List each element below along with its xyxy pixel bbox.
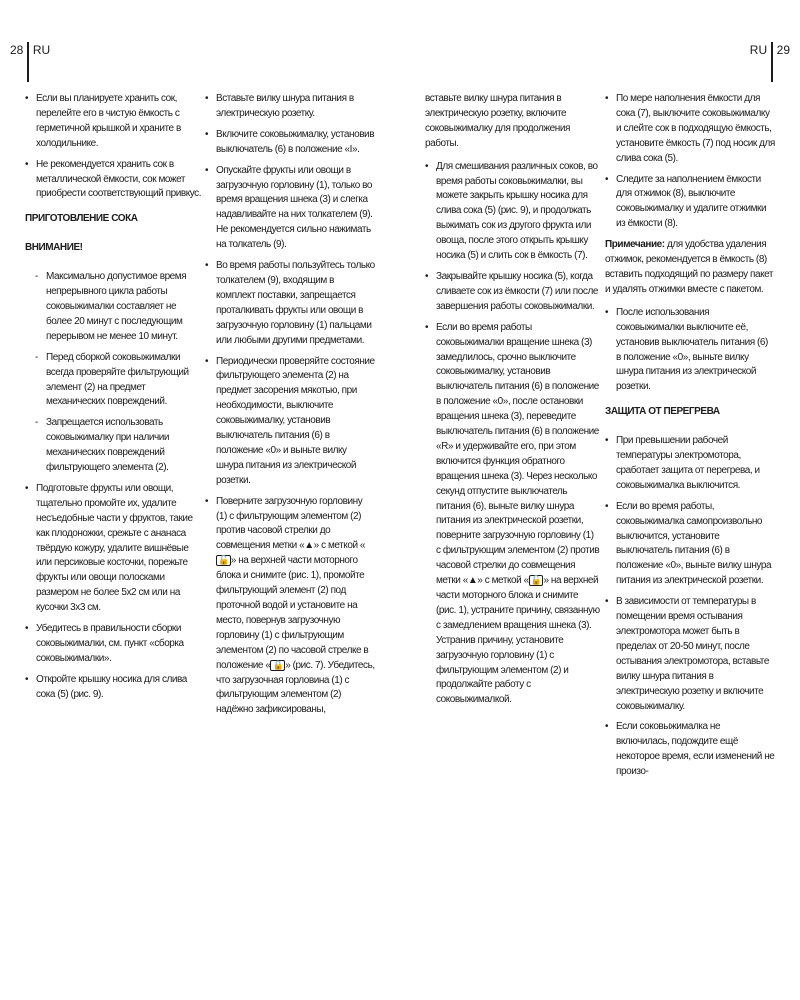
column-3 [425,92,600,714]
list-item: • При превышении рабочей температуры электромотора, сработает защита от перегрева, и соковыжималка выключится. [605,434,775,494]
list-item: • Вставьте вилку шнура питания в электрическую розетку. [205,92,375,122]
header-divider-right [771,42,773,82]
header-divider-left [27,42,29,82]
preparation-list [25,482,203,703]
arrow-mark-icon: ▲ [467,575,478,587]
storage-tips-list [25,92,203,202]
juice-tips-list [425,160,600,709]
list-item: • Откройте крышку носика для слива сока (5) (рис. 9). [25,673,203,703]
list-item: • Периодически проверяйте состояние фильтрующего элемента (2) на предмет засорения мякотью, при необходимости, выключите соковыжималку, установив выключатель питания (6) в положение «0» и выньте вилку шнура питания из электрической розетки. [205,355,375,489]
note-label: Примечание: [605,239,665,251]
left-page-header [10,30,50,70]
list-item: • Если соковыжималка не включилась, подождите ещё некоторое время, если изменений не произо- [605,720,775,780]
column-2 [205,92,375,724]
list-item: - Запрещается использовать соковыжималку при наличии механических повреждений фильтрующего элемента (2). [35,416,203,476]
warning-heading: ВНИМАНИЕ! [25,242,83,254]
list-item: • Для смешивания различных соков, во время работы соковыжималки, вы можете закрыть крышку носика для слива сока (5) (рис. 9), и продолжать выжимать сок из другого фрукта или овоща, после этого открыть крышку носика (5) и слить сок в ёмкость (7). [425,160,600,264]
list-item: • Опускайте фрукты или овощи в загрузочную горловину (1), только во время вращения шнека (3) и слегка надавливайте на них толкателем (9). Не рекомендуется сильно нажимать на толкатель (9). [205,164,375,253]
column-4 [605,92,775,786]
list-item: • Не рекомендуется хранить сок в металлической ёмкости, сок может приобрести соответствующий привкус. [25,158,203,203]
list-item: • По мере наполнения ёмкости для сока (7), выключите соковыжималку и слейте сок в подходящую ёмкость, установите ёмкость (7) под носик для слива сока (5). [605,92,775,167]
left-page-number: 28 [10,43,24,57]
list-item: • Следите за наполнением ёмкости для отжимок (8), выключите соковыжималку и удалите отжимки из ёмкости (8). [605,173,775,233]
list-item: • Включите соковыжималку, установив выключатель (6) в положение «I». [205,128,375,158]
column-1 [25,92,203,709]
lock-icon: 🔒 [272,659,284,670]
overheat-list [605,434,775,780]
section-heading-overheat: ЗАЩИТА ОТ ПЕРЕГРЕВА [605,406,720,418]
unlock-icon: 🔓 [218,555,229,566]
container-tips-list [605,92,775,232]
list-item: - Максимально допустимое время непрерывного цикла работы соковыжималки составляет не более 20 минут с последующим перерывом не менее 10 минут. [35,270,203,345]
continuation-paragraph: вставьте вилку шнура питания в электрическую розетку, включите соковыжималку для продолжения работы. [425,93,570,149]
operation-list [205,92,375,718]
list-item-reverse: • Если во время работы соковыжималки вращение шнека (3) замедлилось, срочно выключите соковыжималку, установив выключатель питания (6) в положение в положение «0», после остановки вращения шнека (3), переведите выключатель питания (6) в положение «R» и удерживайте его, при этом включится функция обратного вращения шнека (3). Через несколько секунд отпустите выключатель питания (6), выньте вилку шнура питания из электрической розетки, поверните загрузочную горловину (1) с фильтрующим элементом (2) против часовой стрелки до совмещения метки «▲» с меткой « 🔓 » на верхней части моторного блока и снимите (рис. 1), устраните причину, связанную с замедлением вращения шнека (3). Устранив причину, установите загрузочную горловину (1) с фильтрующим элементом (2) и продолжайте работу с соковыжималкой. [425,321,600,709]
list-item: • Если во время работы, соковыжималка самопроизвольно выключится, установите выключатель питания (6) в положение «0», выньте вилку шнура питания из электрической розетки. [605,500,775,589]
list-item: - Перед сборкой соковыжималки всегда проверяйте фильтрующий элемент (2) на предмет механических повреждений. [35,351,203,411]
section-heading-juice: ПРИГОТОВЛЕНИЕ СОКА [25,213,138,225]
list-item: • Если вы планируете хранить сок, перелейте его в чистую ёмкость с герметичной крышкой и храните в холодильнике. [25,92,203,152]
list-item: • Убедитесь в правильности сборки соковыжималки, см. пункт «сборка соковыжималки». [25,622,203,667]
list-item: • Подготовьте фрукты или овощи, тщательно промойте их, удалите несъедобные части у фруктов, такие как плодоножки, срежьте с ананаса твёрдую кожуру, удалите вишнёвые или персиковые косточки, порежьте фрукты или овощи полосками размером не более 5х2 см или на кусочки 3х3 см. [25,482,203,616]
list-item: • После использования соковыжималки выключите её, установив выключатель питания (6) в положение «0», выньте вилку шнура питания из электрической розетки. [605,306,775,395]
list-item: • В зависимости от температуры в помещении время остывания электромотора может быть в пределах от 20-50 минут, после остывания электромотора, вставьте вилку шнура питания в электрическую розетку и включите соковыжималку. [605,595,775,714]
warning-list [35,270,203,476]
arrow-mark-icon: ▲ [304,540,314,552]
after-use-list [605,306,775,395]
list-item-rotate: • Поверните загрузочную горловину (1) с фильтрующим элементом (2) против часовой стрелки до совмещения метки «▲» с меткой «🔓 » на верхней части моторного блока и снимите (рис. 1), промойте фильтрующий элемент (2) под проточной водой и установите на место, повернув загрузочную горловину (1) с фильтрующим элементом (2) по часовой стрелке в положение « 🔒 » (рис. 7). Убедитесь, что загрузочная горловина (1) с фильтрующим элементом (2) надёжно зафиксированы, [205,495,375,719]
right-language-code: RU [749,43,768,57]
right-page-number: 29 [776,43,790,57]
note-paragraph: Примечание: для удобства удаления отжимок, рекомендуется в ёмкость (8) вставить подходящий по размеру пакет и удалять отжимки вместе с пакетом. [605,239,774,295]
right-page-header [750,30,790,70]
list-item: • Во время работы пользуйтесь только толкателем (9), входящим в комплект поставки, запрещается проталкивать фрукты или овощи в загрузочную горловину (1) пальцами или любыми другими предметами. [205,259,375,348]
list-item: • Закрывайте крышку носика (5), когда сливаете сок из ёмкости (7) или после завершения работы соковыжималки. [425,270,600,315]
unlock-icon: 🔓 [530,575,542,586]
left-language-code: RU [32,43,51,57]
